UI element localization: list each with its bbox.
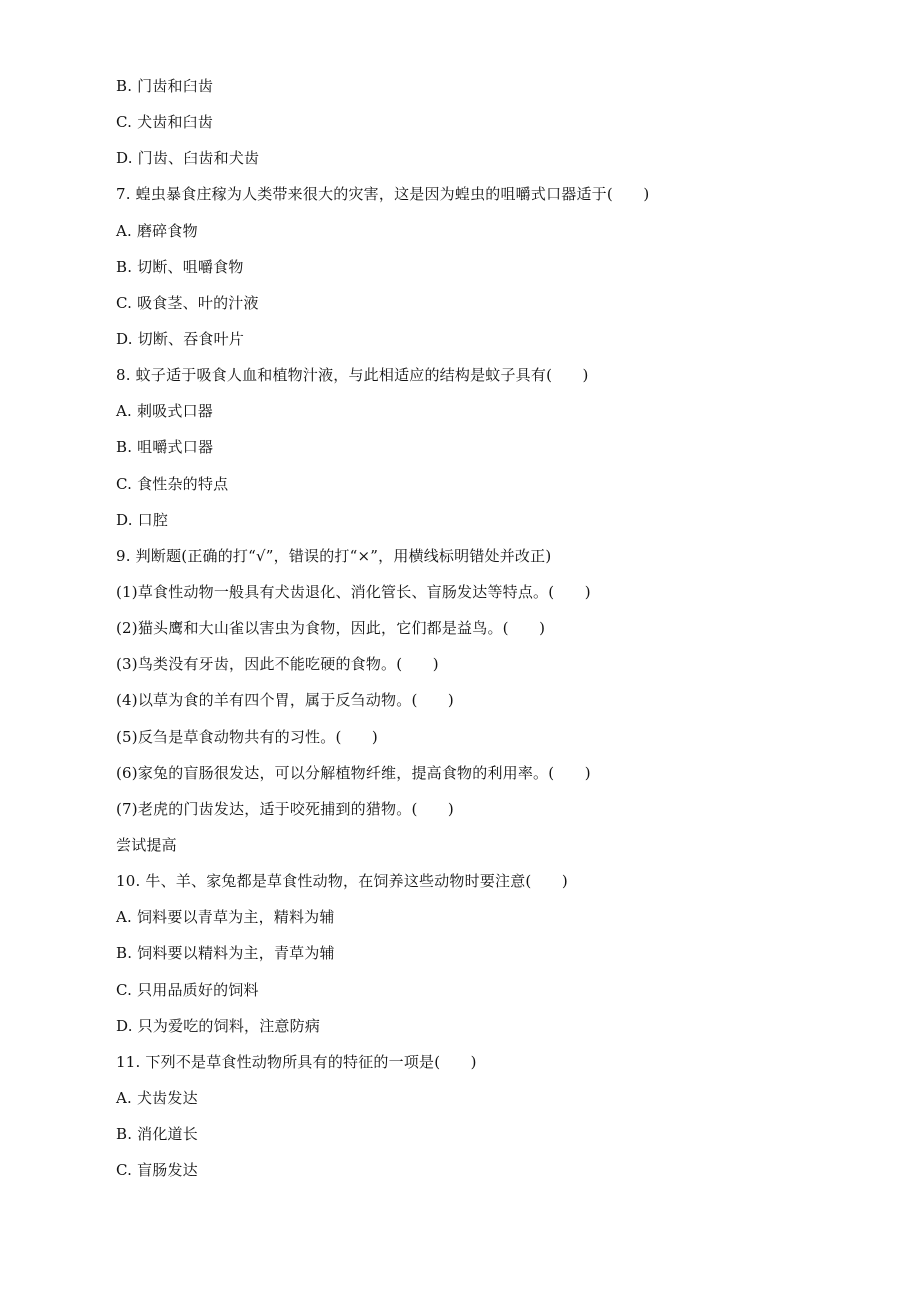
- section-heading: 尝试提高: [116, 835, 177, 854]
- document-body: [116, 72, 816, 1192]
- question-10: 10. 牛、羊、家兔都是草食性动物，在饲养这些动物时要注意( ): [116, 872, 568, 891]
- statement-9-6: (6)家兔的盲肠很发达，可以分解植物纤维，提高食物的利用率。( ): [116, 763, 591, 782]
- option-6b: B. 门齿和臼齿: [116, 77, 214, 95]
- option-11a: A. 犬齿发达: [116, 1088, 198, 1107]
- option-7d: D. 切断、吞食叶片: [116, 329, 245, 348]
- option-10b: B. 饲料要以精料为主，青草为辅: [116, 944, 335, 963]
- statement-9-1: (1)草食性动物一般具有犬齿退化、消化管长、盲肠发达等特点。( ): [116, 582, 591, 601]
- option-8c: C. 食性杂的特点: [116, 474, 229, 493]
- option-8b: B. 咀嚼式口器: [116, 438, 214, 457]
- option-11c: C. 盲肠发达: [116, 1161, 198, 1180]
- option-10d: D. 只为爱吃的饲料，注意防病: [116, 1016, 321, 1035]
- option-7b: B. 切断、咀嚼食物: [116, 257, 244, 276]
- option-11b: B. 消化道长: [116, 1125, 198, 1144]
- statement-9-5: (5)反刍是草食动物共有的习性。( ): [116, 727, 378, 746]
- question-7: 7. 蝗虫暴食庄稼为人类带来很大的灾害，这是因为蝗虫的咀嚼式口器适于( ): [116, 185, 650, 204]
- statement-9-2: (2)猫头鹰和大山雀以害虫为食物，因此，它们都是益鸟。( ): [116, 619, 546, 638]
- option-7c: C. 吸食茎、叶的汁液: [116, 293, 259, 312]
- question-8: 8. 蚊子适于吸食人血和植物汁液，与此相适应的结构是蚊子具有( ): [116, 366, 589, 385]
- option-10a: A. 饲料要以青草为主，精料为辅: [116, 908, 335, 927]
- statement-9-4: (4)以草为食的羊有四个胃，属于反刍动物。( ): [116, 691, 454, 710]
- option-6d: D. 门齿、臼齿和犬齿: [116, 149, 260, 168]
- statement-9-7: (7)老虎的门齿发达，适于咬死捕到的猎物。( ): [116, 799, 454, 818]
- option-8a: A. 刺吸式口器: [116, 402, 213, 421]
- question-9: 9. 判断题(正确的打“√”，错误的打“×”，用横线标明错处并改正): [116, 546, 552, 565]
- option-10c: C. 只用品质好的饲料: [116, 980, 259, 999]
- option-8d: D. 口腔: [116, 510, 169, 529]
- option-7a: A. 磨碎食物: [116, 221, 198, 240]
- option-6c: C. 犬齿和臼齿: [116, 113, 214, 132]
- question-11: 11. 下列不是草食性动物所具有的特征的一项是( ): [116, 1052, 477, 1071]
- statement-9-3: (3)鸟类没有牙齿，因此不能吃硬的食物。( ): [116, 655, 439, 674]
